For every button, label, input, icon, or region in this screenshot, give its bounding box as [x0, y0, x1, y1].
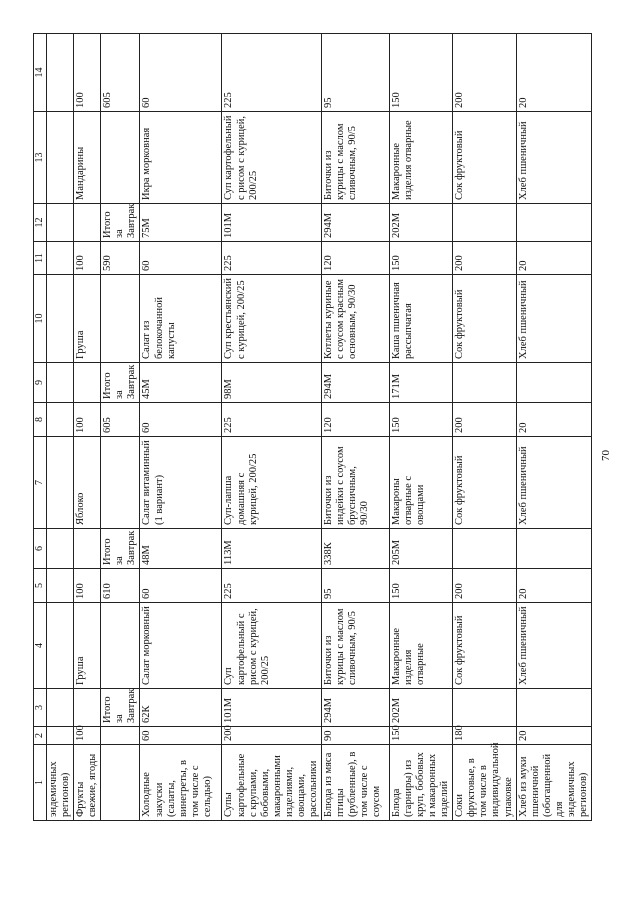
- column-number: 4: [34, 603, 47, 689]
- table-cell: 150: [389, 727, 452, 745]
- table-cell: 202М: [389, 204, 452, 242]
- column-numbers-row: [34, 34, 47, 821]
- table-cell: 100: [74, 242, 101, 275]
- column-number: 5: [34, 569, 47, 603]
- table-cell: Салат витаминный (1 вариант): [140, 437, 222, 529]
- table-cell: 101М: [222, 204, 322, 242]
- table-cell: Макароны отварные с овощами: [389, 437, 452, 529]
- table-cell: Сок фруктовый: [453, 112, 516, 204]
- table-cell: [47, 437, 74, 529]
- column-number: 11: [34, 242, 47, 275]
- table-cell: [101, 727, 140, 745]
- table-cell: 95: [321, 569, 389, 603]
- column-number: 9: [34, 363, 47, 403]
- table-cell: 45М: [140, 363, 222, 403]
- table-cell: Биточки из курицы с маслом сливочным, 90/5: [321, 112, 389, 204]
- table-cell: [47, 727, 74, 745]
- table-cell: Биточки из курицы с маслом сливочным, 90/5: [321, 603, 389, 689]
- table-cell: Хлеб пшеничный: [516, 275, 591, 363]
- table-cell: Груша: [74, 275, 101, 363]
- table-cell: [74, 204, 101, 242]
- table-cell: [516, 529, 591, 569]
- table-cell: 294М: [321, 204, 389, 242]
- table-cell: [453, 363, 516, 403]
- table-cell: [101, 603, 140, 689]
- column-number: 3: [34, 689, 47, 727]
- table-cell: 20: [516, 569, 591, 603]
- table-cell: [74, 689, 101, 727]
- table-cell: 75М: [140, 204, 222, 242]
- table-cell: [47, 403, 74, 437]
- table-cell: 225: [222, 403, 322, 437]
- table-cell: Груша: [74, 603, 101, 689]
- table-cell: [101, 275, 140, 363]
- table-cell: 225: [222, 569, 322, 603]
- table-cell: Сок фруктовый: [453, 275, 516, 363]
- table-cell: 605: [101, 403, 140, 437]
- table-cell: 200: [453, 569, 516, 603]
- table-cell: 20: [516, 403, 591, 437]
- table-cell: Сок фруктовый: [453, 437, 516, 529]
- food-category-cell: Хлеб из муки пшеничной (обогащенной для эндемичных регионов): [516, 745, 591, 821]
- table-cell: 200: [222, 727, 322, 745]
- food-category-cell: Холодные закуски (салаты, винегреты, в том числе с сельдью): [140, 745, 222, 821]
- column-number: 12: [34, 204, 47, 242]
- food-category-cell: Блюда (гарниры) из круп, бобовых и макаронных изделий: [389, 745, 452, 821]
- food-category-cell: Блюда из мяса птицы (рубленные), в том числе с соусом: [321, 745, 389, 821]
- table-cell: 60: [140, 727, 222, 745]
- table-cell: Суп крестьянский с курицей, 200/25: [222, 275, 322, 363]
- table-row: [321, 34, 389, 821]
- table-cell: 150: [389, 569, 452, 603]
- column-number: 7: [34, 437, 47, 529]
- table-cell: 100: [74, 569, 101, 603]
- table-cell: 200: [453, 403, 516, 437]
- table-cell: 98М: [222, 363, 322, 403]
- table-cell: 200: [453, 34, 516, 112]
- food-category-cell: Супы картофельные с крупами, бобовыми, макаронными изделиями, овощами, рассольники: [222, 745, 322, 821]
- table-cell: [47, 34, 74, 112]
- table-cell: 60: [140, 569, 222, 603]
- table-cell: 113М: [222, 529, 322, 569]
- table-cell: 20: [516, 727, 591, 745]
- table-cell: Макаронные изделия отварные: [389, 603, 452, 689]
- table-cell: [101, 112, 140, 204]
- table-cell: 120: [321, 242, 389, 275]
- column-number: 8: [34, 403, 47, 437]
- table-cell: Макаронные изделия отварные: [389, 112, 452, 204]
- table-cell: 294М: [321, 363, 389, 403]
- table-cell: 205М: [389, 529, 452, 569]
- table-cell: Итого за Завтрак: [101, 204, 140, 242]
- table-cell: Суп-лапша домашняя с курицей, 200/25: [222, 437, 322, 529]
- table-cell: Хлеб пшеничный: [516, 437, 591, 529]
- food-category-cell: Фрукты свежие, ягоды: [74, 745, 101, 821]
- table-cell: 95: [321, 34, 389, 112]
- table-cell: [453, 204, 516, 242]
- table-cell: [47, 603, 74, 689]
- table-cell: 120: [321, 403, 389, 437]
- table-cell: [47, 112, 74, 204]
- table-row: [222, 34, 322, 821]
- table-cell: Сок фруктовый: [453, 603, 516, 689]
- table-cell: [74, 529, 101, 569]
- table-cell: 294М: [321, 689, 389, 727]
- table-cell: 180: [453, 727, 516, 745]
- table-cell: 20: [516, 242, 591, 275]
- table-cell: 62К: [140, 689, 222, 727]
- table-cell: Суп картофельный с рисом с курицей, 200/25: [222, 112, 322, 204]
- table-cell: Хлеб пшеничный: [516, 112, 591, 204]
- table-cell: [516, 204, 591, 242]
- table-cell: [47, 204, 74, 242]
- table-cell: 60: [140, 34, 222, 112]
- table-cell: Хлеб пшеничный: [516, 603, 591, 689]
- column-number: 13: [34, 112, 47, 204]
- column-number: 6: [34, 529, 47, 569]
- table-body: [34, 34, 592, 821]
- table-row: [74, 34, 101, 821]
- table-cell: 150: [389, 403, 452, 437]
- table-cell: 150: [389, 34, 452, 112]
- table-cell: 605: [101, 34, 140, 112]
- table-cell: 100: [74, 34, 101, 112]
- column-number: 14: [34, 34, 47, 112]
- table-cell: 100: [74, 727, 101, 745]
- table-cell: 60: [140, 403, 222, 437]
- table-cell: 48М: [140, 529, 222, 569]
- page-number: 70: [600, 450, 612, 461]
- column-number: 1: [34, 745, 47, 821]
- table-cell: Итого за Завтрак: [101, 689, 140, 727]
- table-cell: 90: [321, 727, 389, 745]
- table-cell: [516, 689, 591, 727]
- table-cell: 202М: [389, 689, 452, 727]
- column-number: 10: [34, 275, 47, 363]
- table-cell: 171М: [389, 363, 452, 403]
- table-cell: Мандарины: [74, 112, 101, 204]
- table-row: [516, 34, 591, 821]
- food-category-cell: [101, 745, 140, 821]
- table-cell: 100: [74, 403, 101, 437]
- table-cell: 101М: [222, 689, 322, 727]
- table-cell: 150: [389, 242, 452, 275]
- food-category-cell: эндемичных регионов): [47, 745, 74, 821]
- table-cell: 200: [453, 242, 516, 275]
- table-cell: [47, 569, 74, 603]
- table-cell: [47, 363, 74, 403]
- table-cell: [101, 437, 140, 529]
- table-cell: [453, 689, 516, 727]
- table-cell: Каша пшеничная рассыпчатая: [389, 275, 452, 363]
- table-cell: [47, 529, 74, 569]
- table-cell: Икра морковная: [140, 112, 222, 204]
- table-cell: 338К: [321, 529, 389, 569]
- table-cell: Салат морковный: [140, 603, 222, 689]
- table-cell: Суп картофельный с рисом с курицей, 200/25: [222, 603, 322, 689]
- table-row: [47, 34, 74, 821]
- table-cell: 60: [140, 242, 222, 275]
- table-cell: 20: [516, 34, 591, 112]
- table-row: [101, 34, 140, 821]
- table-cell: Салат из белокочанной капусты: [140, 275, 222, 363]
- table-cell: [47, 689, 74, 727]
- column-number: 2: [34, 727, 47, 745]
- table-cell: [453, 529, 516, 569]
- table-row: [453, 34, 516, 821]
- table-cell: 610: [101, 569, 140, 603]
- table-cell: [47, 275, 74, 363]
- table-cell: Биточки из индейки с соусом брусничным, 90/30: [321, 437, 389, 529]
- table-cell: [74, 363, 101, 403]
- menu-table: [33, 33, 592, 821]
- table-cell: [47, 242, 74, 275]
- table-row: [389, 34, 452, 821]
- table-row: [140, 34, 222, 821]
- food-category-cell: Соки фруктовые, в том числе в индивидуальной упаковке: [453, 745, 516, 821]
- table-cell: Яблоко: [74, 437, 101, 529]
- table-cell: [516, 363, 591, 403]
- table-cell: Итого за Завтрак: [101, 529, 140, 569]
- table-cell: 225: [222, 242, 322, 275]
- table-cell: Котлеты куриные с соусом красным основным, 90/30: [321, 275, 389, 363]
- table-cell: 590: [101, 242, 140, 275]
- table-cell: 225: [222, 34, 322, 112]
- table-cell: Итого за Завтрак: [101, 363, 140, 403]
